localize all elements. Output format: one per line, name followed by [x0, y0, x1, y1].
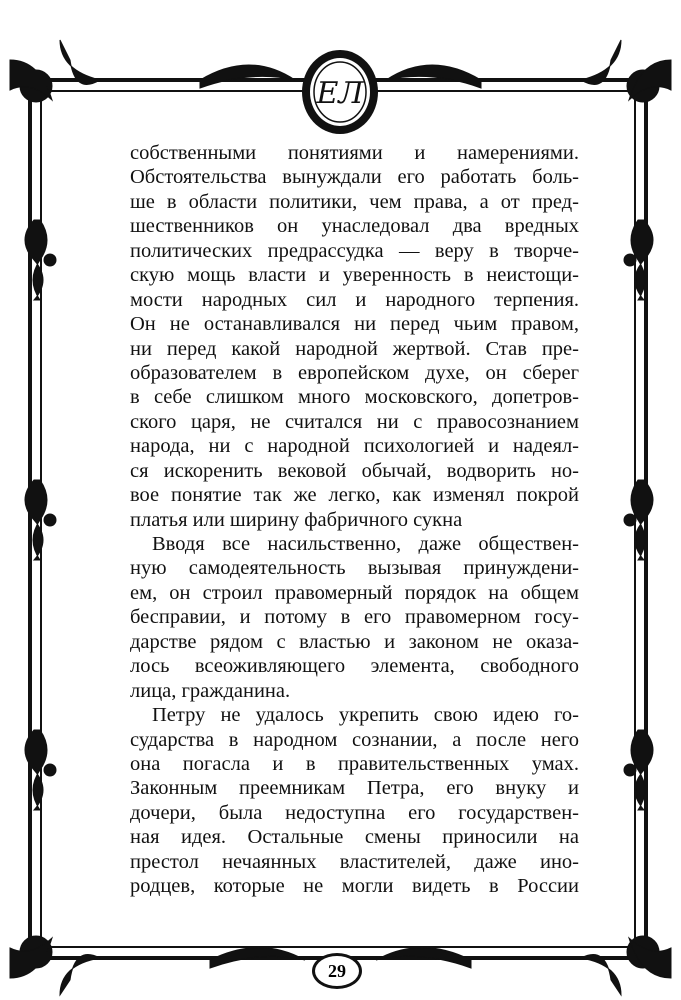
text-line: ского царя, не считался ни с правосознанием: [130, 410, 579, 433]
side-scroll-ornament-icon: [25, 220, 56, 300]
text-line: бесправии, и потому в его правомерном госу-: [130, 606, 579, 629]
body-text: [130, 141, 579, 899]
text-line: ем, он строил правомерный порядок на общем: [130, 581, 579, 604]
text-line: лось всеоживляющего элемента, свободного: [130, 655, 579, 678]
text-line: политических предрассудка — веру в творче-: [130, 239, 579, 262]
side-scroll-ornament-icon: [25, 480, 56, 560]
corner-ornament-icon: [581, 936, 671, 995]
side-scroll-ornament-icon: [624, 730, 653, 810]
text-line: Обстоятельства вынуждали его работать боль-: [130, 166, 579, 189]
side-scroll-ornament-icon: [624, 480, 653, 560]
text-line: дочери, была недоступна его государствен-: [130, 801, 579, 824]
corner-ornament-icon: [581, 40, 671, 102]
text-line: Он не останавливался ни перед чьим правом,: [130, 313, 579, 336]
text-line: лица, гражданина.: [130, 679, 291, 702]
text-line: ни перед какой народной жертвой. Став пре-: [130, 337, 579, 360]
text-line: ную самодеятельность вызывая принуждени-: [130, 557, 579, 580]
text-line: ся искоренить вековой обычай, водворить но-: [130, 459, 579, 482]
text-line: престол нечаянных властителей, даже ино-: [130, 850, 579, 873]
monogram-medallion-icon: [302, 50, 378, 134]
text-line: образователем в европейском духе, он сберег: [130, 361, 579, 384]
text-line: Законным преемникам Петра, его внуку и: [130, 777, 579, 800]
text-line: Вводя все насильственно, даже обществен-: [152, 533, 579, 555]
text-line: сударства в народном сознании, а после него: [130, 728, 579, 751]
corner-ornament-icon: [10, 936, 100, 995]
text-line: она погасла и в правительственных умах.: [130, 752, 579, 775]
text-line: народа, ни с народной психологией и надеял-: [130, 435, 579, 458]
text-line: дарстве рядом с властью и законом не оказа-: [130, 630, 579, 653]
text-line: в себе слишком много московского, допетров-: [130, 386, 579, 409]
text-line: ше в области политики, чем права, а от пред-: [130, 190, 579, 213]
text-line: ная идея. Остальные смены приносили на: [130, 826, 579, 849]
text-line: собственными понятиями и намерениями.: [130, 142, 579, 164]
text-line: платья или ширину фабричного сукна: [130, 508, 463, 531]
svg-text:ЕЛ: ЕЛ: [316, 76, 364, 111]
text-line: родцев, которые не могли видеть в России: [130, 875, 579, 898]
side-scroll-ornament-icon: [25, 730, 56, 810]
text-line: Петру не удалось укрепить свою идею го-: [152, 704, 579, 727]
text-line: вое понятие так же легко, как изменял покрой: [130, 484, 579, 507]
side-scroll-ornament-icon: [624, 220, 653, 300]
page-number: 29: [312, 953, 362, 989]
text-line: скую мощь власти и уверенность в неистощи-: [130, 264, 579, 287]
text-line: шественников он унаследовал два вредных: [130, 215, 579, 238]
text-line: мости народных сил и народного терпения.: [130, 288, 579, 311]
corner-ornament-icon: [10, 40, 100, 102]
